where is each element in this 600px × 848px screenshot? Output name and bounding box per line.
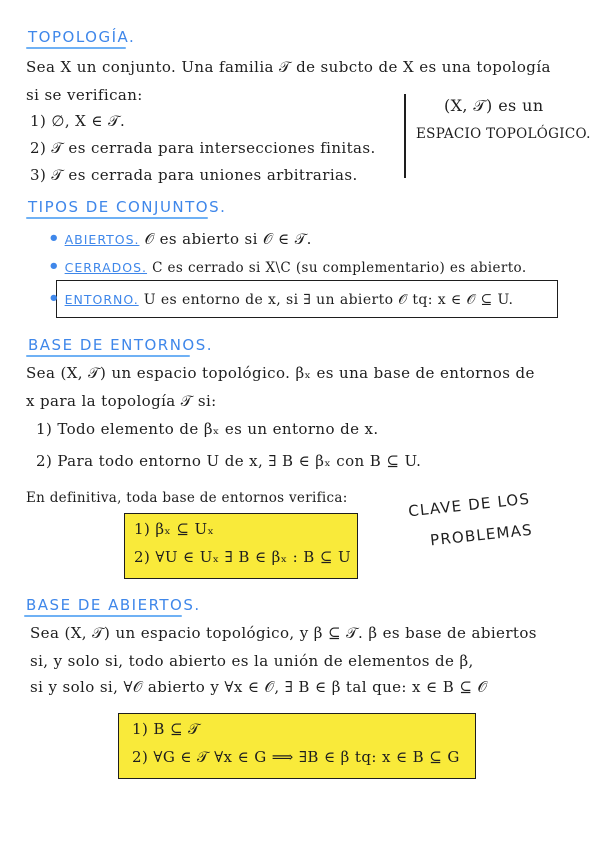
cerrados-tag: CERRADOS.	[64, 260, 148, 275]
entorno-text: U es entorno de x, si ∃ un abierto 𝒪 tq: x ∈ 𝒪 ⊆ U.	[143, 292, 514, 308]
base-abiertos-definition-line3: si y solo si, ∀𝒪 abierto y ∀x ∈ 𝒪, ∃ B ∈ β tal que: x ∈ B ⊆ 𝒪	[30, 678, 488, 696]
base-abiertos-heading-underline	[24, 615, 182, 617]
entorno-tag: ENTORNO.	[64, 292, 139, 307]
abiertos-row	[48, 228, 312, 249]
bullet-icon: •	[48, 228, 60, 249]
topologia-side-note-line1: (X, 𝒯) es un	[444, 96, 544, 115]
base-entornos-heading: BASE DE ENTORNOS.	[28, 336, 214, 354]
base-abiertos-definition-line1: Sea (X, 𝒯) un espacio topológico, y β ⊆ 𝒯. β es base de abiertos	[30, 624, 537, 642]
topologia-side-note-line2: ESPACIO TOPOLÓGICO.	[416, 126, 591, 142]
base-entornos-summary: En definitiva, toda base de entornos verifica:	[26, 490, 348, 506]
base-abiertos-definition-line2: si, y solo si, todo abierto es la unión de elementos de β,	[30, 652, 474, 670]
base-entornos-box-line2: 2) ∀U ∈ Uₓ ∃ B ∈ βₓ : B ⊆ U	[134, 548, 352, 566]
bullet-icon: •	[48, 288, 60, 309]
topologia-definition-line2: si se verifican:	[26, 86, 143, 104]
cerrados-row	[48, 256, 527, 277]
base-entornos-item-1: 1) Todo elemento de βₓ es un entorno de x.	[36, 420, 379, 438]
base-entornos-item-2: 2) Para todo entorno U de x, ∃ B ∈ βₓ con B ⊆ U.	[36, 452, 422, 470]
clave-note-line2: PROBLEMAS	[429, 520, 534, 550]
base-abiertos-heading: BASE DE ABIERTOS.	[26, 596, 201, 614]
base-abiertos-box-line2: 2) ∀G ∈ 𝒯 ∀x ∈ G ⟹ ∃B ∈ β tq: x ∈ B ⊆ G	[132, 748, 460, 766]
topologia-side-brace	[404, 94, 406, 178]
topologia-axiom-3: 3) 𝒯 es cerrada para uniones arbitrarias.	[30, 166, 358, 184]
base-entornos-definition-line1: Sea (X, 𝒯) un espacio topológico. βₓ es una base de entornos de	[26, 364, 535, 382]
topologia-heading-underline	[26, 47, 126, 49]
tipos-heading-underline	[26, 217, 208, 219]
tipos-heading: TIPOS DE CONJUNTOS.	[28, 198, 227, 216]
abiertos-tag: ABIERTOS.	[64, 232, 140, 247]
clave-note-line1: CLAVE DE LOS	[407, 489, 531, 521]
topologia-axiom-1: 1) ∅, X ∈ 𝒯.	[30, 112, 126, 130]
bullet-icon: •	[48, 256, 60, 277]
cerrados-text: C es cerrado si X\C (su complementario) es abierto.	[152, 260, 527, 276]
base-abiertos-box-line1: 1) B ⊆ 𝒯	[132, 720, 200, 738]
base-entornos-heading-underline	[26, 355, 190, 357]
topologia-heading: TOPOLOGÍA.	[28, 28, 136, 46]
topologia-axiom-2: 2) 𝒯 es cerrada para intersecciones finitas.	[30, 139, 376, 157]
base-entornos-definition-line2: x para la topología 𝒯 si:	[26, 392, 217, 410]
base-entornos-box-line1: 1) βₓ ⊆ Uₓ	[134, 520, 215, 538]
abiertos-text: 𝒪 es abierto si 𝒪 ∈ 𝒯.	[144, 230, 312, 248]
entorno-row	[48, 288, 513, 309]
topologia-definition-line1: Sea X un conjunto. Una familia 𝒯 de subcto de X es una topología	[26, 58, 551, 76]
